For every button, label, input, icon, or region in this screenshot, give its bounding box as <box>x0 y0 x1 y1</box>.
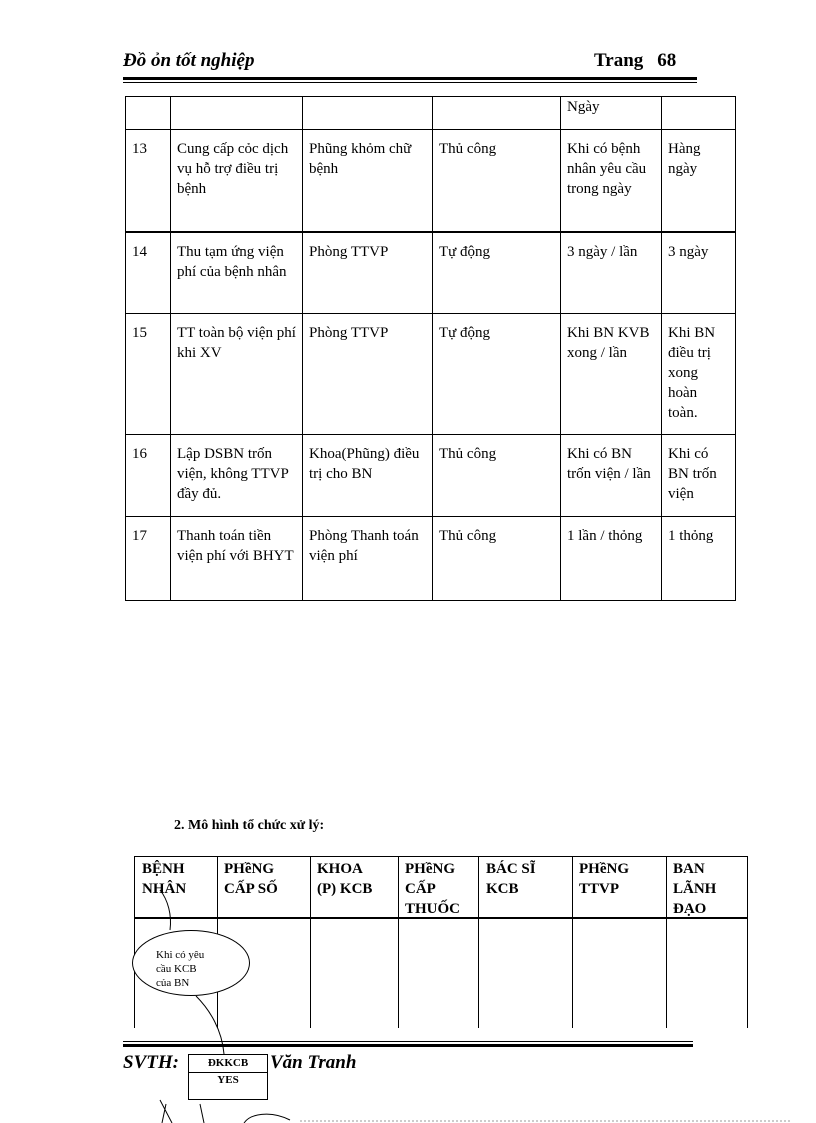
cell-method: Thủ công <box>433 517 561 601</box>
cell-place: Khoa(Phũng) điều trị cho BN <box>303 435 433 517</box>
cell-no: 17 <box>126 517 171 601</box>
cell-when: 1 lần / thỏng <box>561 517 662 601</box>
request-ellipse-label: Khi có yêu cầu KCB của BN <box>156 949 205 989</box>
cell-place: Phòng TTVP <box>303 314 433 435</box>
section-heading: 2. Mô hình tổ chức xử lý: <box>174 818 325 833</box>
footer-rule-thin <box>123 1041 693 1042</box>
lane-header-management: BAN LÃNH ĐẠO <box>673 861 717 917</box>
cell-no: 15 <box>126 314 171 435</box>
connector-line <box>244 1114 290 1123</box>
lane-header-patient: BỆNH NHÂN <box>142 861 187 897</box>
lane-header-registration: PHềNG CẤP SỐ <box>224 861 278 897</box>
cell-when: Khi BN KVB xong / lần <box>561 314 662 435</box>
cell-task: Cung cấp cỏc dịch vụ hỗ trợ điều trị bệnh <box>171 130 303 232</box>
cell-task: Thanh toán tiền viện phí với BHYT <box>171 517 303 601</box>
cell-frequency: 3 ngày <box>662 232 736 314</box>
registration-box-divider <box>189 1072 267 1073</box>
cell-place: Phòng Thanh toán viện phí <box>303 517 433 601</box>
cell-task: TT toàn bộ viện phí khi XV <box>171 314 303 435</box>
cell-no: 14 <box>126 232 171 314</box>
cell-frequency: Hàng ngày <box>662 130 736 232</box>
cell-task: Lập DSBN trốn viện, không TTVP đầy đủ. <box>171 435 303 517</box>
cell-when: Ngày <box>561 97 662 130</box>
cell-frequency: 1 thỏng <box>662 517 736 601</box>
cell-place: Phòng TTVP <box>303 232 433 314</box>
page-number: 68 <box>657 50 677 71</box>
document-title: Đồ ỏn tốt nghiệp <box>123 50 255 71</box>
page-label: Trang <box>594 50 644 71</box>
footer-rule-thick <box>123 1044 693 1047</box>
lane-header-department: KHOA (P) KCB <box>317 861 373 897</box>
registration-box <box>188 1054 268 1100</box>
lane-header-doctor: BÁC SĨ KCB <box>486 861 536 897</box>
lane-header-pharmacy: PHềNG CẤP THUỐC <box>405 861 461 917</box>
cell-no: 16 <box>126 435 171 517</box>
cell-method: Thủ công <box>433 435 561 517</box>
registration-box-value: YES <box>217 1074 239 1086</box>
lane-header-billing: PHềNG TTVP <box>579 861 629 897</box>
cell-when: Khi có bệnh nhân yêu cầu trong ngày <box>561 130 662 232</box>
registration-box-title: ĐKKCB <box>207 1057 249 1069</box>
footer-label: SVTH: <box>123 1052 179 1073</box>
cell-no: 13 <box>126 130 171 232</box>
connector-line <box>160 1100 204 1123</box>
footer-author-name: Văn Tranh <box>270 1052 357 1073</box>
cell-method: Tự động <box>433 232 561 314</box>
connector-line <box>160 890 171 930</box>
cell-when: Khi có BN trốn viện / lần <box>561 435 662 517</box>
cell-frequency: Khi có BN trốn viện <box>662 435 736 517</box>
cell-frequency: Khi BN điều trị xong hoàn toàn. <box>662 314 736 435</box>
cell-method: Tự động <box>433 314 561 435</box>
cell-when: 3 ngày / lần <box>561 232 662 314</box>
cell-method: Thủ công <box>433 130 561 232</box>
cell-task: Thu tạm ứng viện phí của bệnh nhân <box>171 232 303 314</box>
cell-place: Phũng khỏm chữ bệnh <box>303 130 433 232</box>
